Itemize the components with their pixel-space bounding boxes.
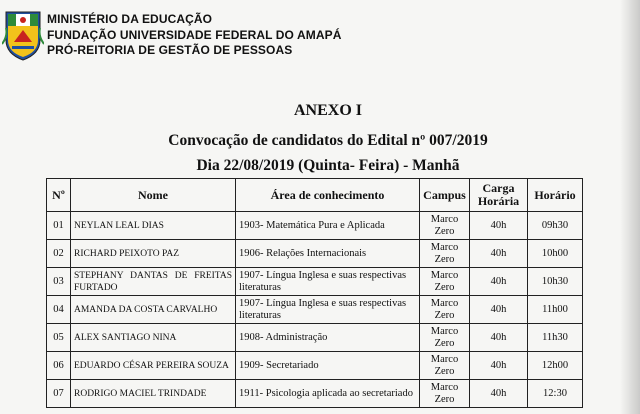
candidate-name: RICHARD PEIXOTO PAZ [71,240,236,268]
campus-line1: Marco [430,269,459,281]
annex-title: ANEXO I [293,102,362,119]
campus-cell [420,268,470,296]
row-number: 02 [47,240,71,268]
candidate-name: STEPHANY DANTAS DE FREITAS FURTADO [71,268,236,296]
knowledge-area: 1907- Língua Inglesa e suas respectivas literaturas [236,296,420,324]
table-row [47,324,583,352]
university-line: FUNDAÇÃO UNIVERSIDADE FEDERAL DO AMAPÁ [47,27,342,42]
table-row [47,240,583,268]
time-cell: 10h00 [528,240,583,268]
campus-line1: Marco [430,325,459,337]
table-header-row [47,179,583,212]
workload-cell: 40h [470,268,528,296]
table-row [47,380,583,408]
campus-line1: Marco [430,213,459,225]
column-header-number: Nº [47,179,71,212]
candidate-name: EDUARDO CÉSAR PEREIRA SOUZA [71,352,236,380]
candidate-name: RODRIGO MACIEL TRINDADE [71,380,236,408]
workload-cell: 40h [470,380,528,408]
table-row [47,212,583,240]
candidate-name: ALEX SANTIAGO NINA [71,324,236,352]
row-number: 01 [47,212,71,240]
candidate-name: AMANDA DA COSTA CARVALHO [71,296,236,324]
row-number: 06 [47,352,71,380]
page-edge-shadow [620,0,640,414]
workload-cell: 40h [470,212,528,240]
workload-cell: 40h [470,324,528,352]
institution-header [47,12,341,59]
campus-line2: Zero [434,309,455,321]
campus-line1: Marco [430,381,459,393]
workload-cell: 40h [470,352,528,380]
campus-cell [420,380,470,408]
campus-cell [420,296,470,324]
amapa-coat-of-arms-icon [2,6,44,62]
time-cell: 12h00 [528,352,583,380]
department-line: PRÓ-REITORIA DE GESTÃO DE PESSOAS [47,43,293,57]
knowledge-area: 1907- Língua Inglesa e suas respectivas literaturas [236,268,420,296]
knowledge-area: 1909- Secretariado [236,352,420,380]
table-row [47,268,583,296]
knowledge-area: 1903- Matemática Pura e Aplicada [236,212,420,240]
column-header-campus: Campus [420,179,470,212]
campus-line2: Zero [434,225,455,237]
table-row [47,296,583,324]
campus-line2: Zero [434,337,455,349]
candidates-table [46,178,583,408]
time-cell: 10h30 [528,268,583,296]
campus-line1: Marco [430,297,459,309]
knowledge-area: 1908- Administração [236,324,420,352]
time-cell: 11h30 [528,324,583,352]
column-header-area: Área de conhecimento [236,179,420,212]
time-cell: 12:30 [528,380,583,408]
campus-line1: Marco [430,241,459,253]
time-cell: 09h30 [528,212,583,240]
table-row [47,352,583,380]
workload-cell: 40h [470,296,528,324]
column-header-time: Horário [528,179,583,212]
campus-cell [420,240,470,268]
campus-cell [420,324,470,352]
campus-line2: Zero [434,365,455,377]
campus-cell [420,212,470,240]
knowledge-area: 1911- Psicologia aplicada ao secretariado [236,380,420,408]
ministry-line: MINISTÉRIO DA EDUCAÇÃO [47,12,213,26]
knowledge-area: 1906- Relações Internacionais [236,240,420,268]
row-number: 04 [47,296,71,324]
workload-cell: 40h [470,240,528,268]
time-cell: 11h00 [528,296,583,324]
document-headings [0,98,640,178]
campus-line2: Zero [434,393,455,405]
campus-line2: Zero [434,253,455,265]
call-title: Convocação de candidatos do Edital nº 007/2019 [168,132,488,149]
campus-line2: Zero [434,281,455,293]
row-number: 07 [47,380,71,408]
column-header-workload [470,179,528,212]
row-number: 05 [47,324,71,352]
row-number: 03 [47,268,71,296]
workload-header-line1: Carga [482,181,515,195]
column-header-name: Nome [71,179,236,212]
campus-cell [420,352,470,380]
workload-header-line2: Horária [477,194,520,208]
date-title: Dia 22/08/2019 (Quinta- Feira) - Manhã [196,157,460,174]
candidate-name: NEYLAN LEAL DIAS [71,212,236,240]
campus-line1: Marco [430,353,459,365]
